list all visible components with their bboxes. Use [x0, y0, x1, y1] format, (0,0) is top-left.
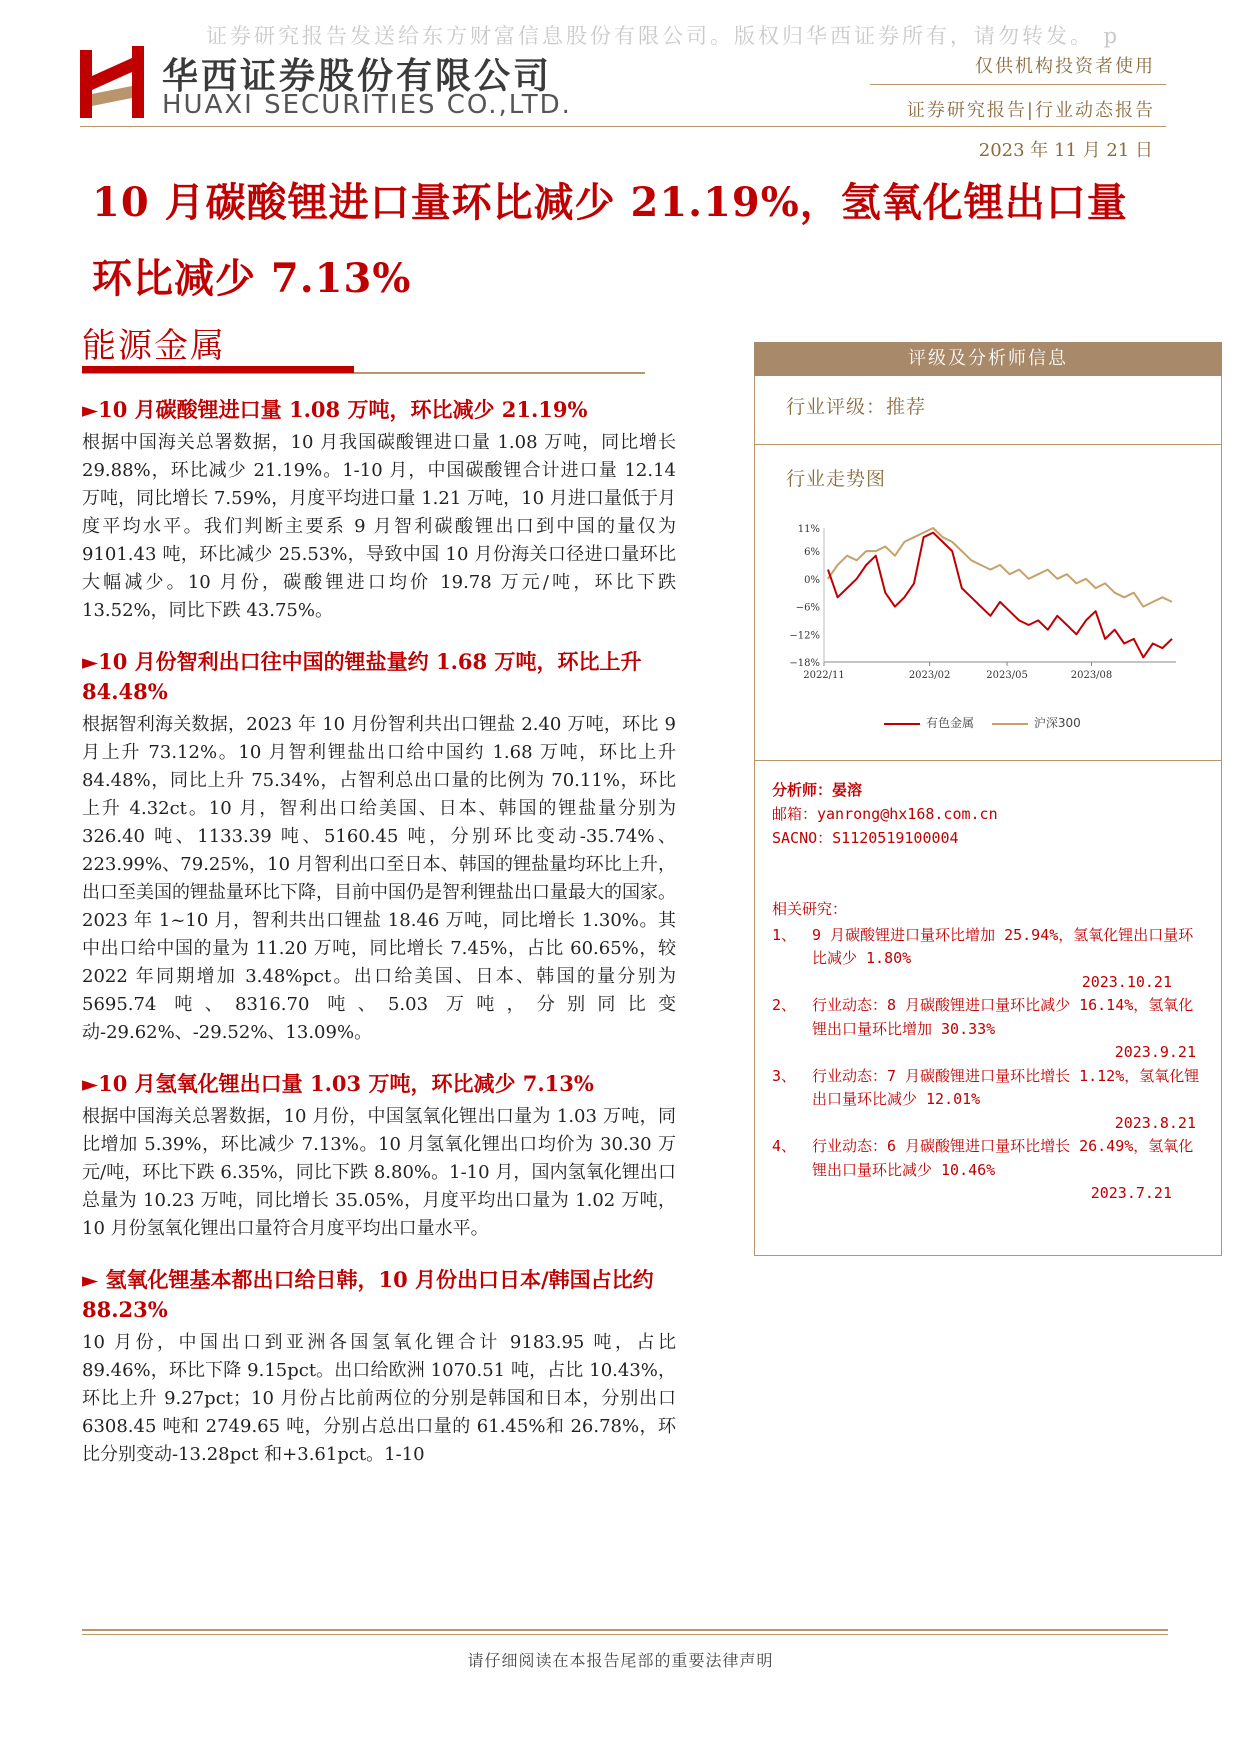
x-tick-label: 2023/02	[908, 670, 951, 681]
related-date: 2023.7.21	[1090, 1184, 1172, 1202]
x-tick-label: 2023/05	[986, 670, 1028, 681]
footer-rule	[82, 1629, 1168, 1631]
sidebar-divider	[754, 444, 1222, 445]
section-body: 根据中国海关总署数据，10 月份，中国氢氧化锂出口量为 1.03 万吨，同比增加 5.39%，环比减少 7.13%。10 月氢氧化锂出口均价为 30.30 万元/吨，环比下跌 6.35%，同比下跌 8.80%。1-10 月，国内氢氧化锂出口总量为 10.23 万吨，同比增长 35.05%，月度平均出口量为 1.02 万吨，10 月份氢氧化锂出口量符合月度平均出口量水平。	[82, 1106, 676, 1239]
analyst-name: 分析师：晏溶	[772, 781, 863, 799]
footer-disclaimer: 请仔细阅读在本报告尾部的重要法律声明	[467, 1651, 774, 1670]
section-heading: ►10 月碳酸锂进口量 1.08 万吨，环比减少 21.19%	[82, 397, 588, 422]
sidebar-header: 评级及分析师信息	[754, 342, 1222, 376]
related-date: 2023.8.21	[1114, 1113, 1196, 1132]
company-name-en: HUAXI SECURITIES CO.,LTD.	[162, 90, 572, 120]
legend-swatch	[884, 723, 920, 725]
related-link[interactable]: 行业动态：8 月碳酸锂进口量环比减少 16.14%，氢氧化锂出口量环比增加 30.33%	[812, 996, 1194, 1038]
header-rule-2	[80, 126, 1166, 127]
related-num: 2、	[772, 996, 797, 1014]
sector-accent-bar	[82, 366, 354, 373]
section-2	[82, 647, 676, 1047]
audience-note: 仅供机构投资者使用	[975, 56, 1155, 77]
section-heading: ►10 月份智利出口往中国的锂盐量约 1.68 万吨，环比上升 84.48%	[82, 649, 642, 704]
footer-rule-thin	[82, 1634, 1168, 1635]
related-date: 2023.10.21	[1081, 972, 1172, 991]
related-link[interactable]: 行业动态：6 月碳酸锂进口量环比增长 26.49%，氢氧化锂出口量环比减少 10.46%	[812, 1137, 1194, 1179]
report-title	[92, 172, 1182, 310]
legend-item-csi300: 沪深300	[992, 716, 1081, 730]
related-num: 1、	[772, 925, 797, 944]
report-type: 证券研究报告|行业动态报告	[906, 100, 1155, 121]
related-num: 3、	[772, 1066, 797, 1085]
industry-rating: 行业评级：推荐	[786, 396, 927, 418]
y-tick-label: 11%	[797, 524, 820, 535]
header-rule-1	[870, 84, 1166, 85]
y-tick-label: 0%	[804, 574, 820, 586]
related-item	[772, 924, 1202, 995]
sector-label: 能源金属	[82, 326, 226, 366]
company-name-cn: 华西证券股份有限公司	[162, 56, 553, 97]
section-3	[82, 1069, 676, 1243]
section-4	[82, 1265, 676, 1469]
related-item	[772, 994, 1202, 1065]
analyst-sac: SACNO：S1120519100004	[772, 829, 959, 847]
related-date: 2023.9.21	[1114, 1043, 1196, 1061]
y-tick-label: −18%	[789, 658, 820, 669]
section-body: 根据智利海关数据，2023 年 10 月份智利共出口锂盐 2.40 万吨，环比 9 月上升 73.12%。10 月智利锂盐出口给中国约 1.68 万吨，环比上升 84.48%，同比上升 75.34%，占智利总出口量的比例为 70.11%，环比上升 4.32ct。10 月，智利出口给美国、日本、韩国的锂盐量分别为 326.40 吨、1133.39 吨、5160.45 吨，分别环比变动-35.74%、223.99%、79.25%，10 月智利出口至日本、韩国的锂盐量均环比上升，出口至美国的锂盐量环比下降，目前中国仍是智利锂盐出口量最大的国家。2023 年 1~10 月，智利共出口锂盐 18.46 万吨，同比增长 1.30%。其中出口给中国的量为 11.20 万吨，同比增长 7.45%，占比 60.65%，较 2022 年同期增加 3.48%pct。出口给美国、日本、韩国的量分别为 5695.74 吨、8316.70 吨、5.03 万吨，分别同比变动-29.62%、-29.52%、13.09%。	[82, 714, 676, 1043]
analyst-info	[772, 778, 998, 850]
section-heading: ►10 月氢氧化锂出口量 1.03 万吨，环比减少 7.13%	[82, 1071, 594, 1096]
analyst-email: 邮箱：yanrong@hx168.com.cn	[772, 805, 998, 823]
related-research	[772, 898, 1202, 1206]
title-line-1: 10 月碳酸锂进口量环比减少 21.19%，氢氧化锂出口量	[92, 179, 1128, 226]
y-tick-label: 6%	[804, 547, 820, 559]
main-body	[82, 395, 676, 1491]
title-line-2: 环比减少 7.13%	[92, 255, 412, 302]
legend-swatch	[992, 723, 1028, 725]
x-tick-label: 2022/11	[803, 670, 845, 681]
trend-chart	[784, 510, 1184, 740]
related-item	[772, 1065, 1202, 1136]
chart-legend	[884, 714, 1081, 731]
y-tick-label: −12%	[789, 630, 820, 642]
watermark: 证券研究报告发送给东方财富信息股份有限公司。版权归华西证券所有，请勿转发。 p	[206, 24, 1121, 48]
related-link[interactable]: 行业动态：7 月碳酸锂进口量环比增长 1.12%，氢氧化锂出口量环比减少 12.01%	[812, 1066, 1200, 1108]
legend-item-nonferrous: 有色金属	[884, 716, 974, 730]
section-body: 10 月份，中国出口到亚洲各国氢氧化锂合计 9183.95 吨，占比 89.46%，环比下降 9.15pct。出口给欧洲 1070.51 吨，占比 10.43%，环比上升 9.27pct；10 月份占比前两位的分别是韩国和日本，分别出口 6308.45 吨和 2749.65 吨，分别占总出口量的 61.45%和 26.78%，环比分别变动-13.28pct 和+3.61pct。1-10	[82, 1332, 676, 1465]
related-num: 4、	[772, 1137, 797, 1155]
company-logo-icon	[80, 46, 144, 118]
section-heading: ► 氢氧化锂基本都出口给日韩，10 月份出口日本/韩国占比约 88.23%	[82, 1267, 654, 1322]
sidebar-divider	[754, 760, 1222, 761]
related-link[interactable]: 9 月碳酸锂进口量环比增加 25.94%，氢氧化锂出口量环比减少 1.80%	[812, 925, 1194, 967]
y-tick-label: −6%	[795, 602, 820, 614]
section-body: 根据中国海关总署数据，10 月我国碳酸锂进口量 1.08 万吨，同比增长 29.88%，环比减少 21.19%。1-10 月，中国碳酸锂合计进口量 12.14 万吨，同比增长 7.59%，月度平均进口量 1.21 万吨，10 月进口量低于月度平均水平。我们判断主要系 9 月智利碳酸锂出口到中国的量仅为 9101.43 吨，环比减少 25.53%，导致中国 10 月份海关口径进口量环比大幅减少。10 月份，碳酸锂进口均价 19.78 万元/吨，环比下跌 13.52%，同比下跌 43.75%。	[82, 432, 676, 621]
report-date: 2023 年 11 月 21 日	[978, 140, 1153, 161]
x-tick-label: 2023/08	[1070, 670, 1113, 681]
related-title: 相关研究：	[772, 900, 848, 918]
section-1	[82, 395, 676, 625]
trend-chart-title: 行业走势图	[786, 468, 887, 490]
related-item	[772, 1135, 1202, 1206]
